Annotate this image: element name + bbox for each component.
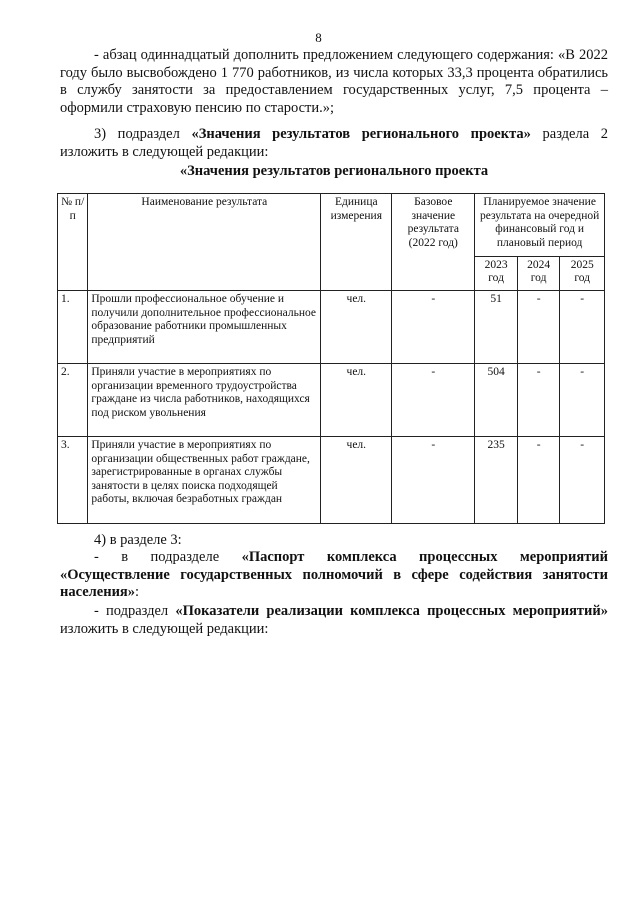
para4-suffix: : (135, 584, 140, 600)
row-name: Приняли участие в мероприятиях по организации временного трудоустройства граждане из числа работников, находящихся под риском увольнения (88, 364, 321, 437)
row-2023: 504 (475, 364, 518, 437)
para2-prefix: 3) подраздел (94, 126, 192, 142)
para4-bold: «Паспорт комплекса процессных мероприятий «Осуществление государственных полномочий в сфере содействия занятости населения» (60, 549, 608, 600)
row-num: 3. (58, 437, 88, 524)
row-unit: чел. (321, 291, 392, 364)
page-number: 8 (315, 30, 322, 45)
para2-bold: «Значения результатов регионального проекта» (191, 126, 531, 142)
row-unit: чел. (321, 364, 392, 437)
para5-bold: «Показатели реализации комплекса процессных мероприятий» (175, 603, 608, 619)
header-num: № п/п (58, 194, 88, 291)
row-2025: - (560, 291, 605, 364)
table-row (58, 364, 605, 437)
header-base: Базовое значение результата (2022 год) (392, 194, 475, 291)
row-name: Прошли профессиональное обучение и получили дополнительное профессиональное образование работники промышленных предприятий (88, 291, 321, 364)
header-unit: Единица измерения (321, 194, 392, 291)
table-row (58, 437, 605, 524)
header-year-2024: 2024 год (517, 256, 560, 290)
header-year-2023: 2023 год (475, 256, 518, 290)
row-2024: - (517, 291, 560, 364)
row-2024: - (517, 364, 560, 437)
paragraph-amendment-11: - абзац одиннадцатый дополнить предложением следующего содержания: «В 2022 году было высвобождено 1 770 работников, из числа которых 33,3 процента обратились в службу занятости за предоставлением государственных услуг, 7,5 процента – оформили страховую пенсию по старости.»; (60, 47, 608, 116)
row-2025: - (560, 437, 605, 524)
paragraph-section-3: 4) в разделе 3: (94, 532, 182, 548)
para2-suffix: раздела 2 изложить в следующей редакции: (60, 126, 608, 160)
header-year-2025: 2025 год (560, 256, 605, 290)
table-title: «Значения результатов регионального проекта (179, 163, 489, 179)
row-name: Приняли участие в мероприятиях по организации общественных работ граждане, зарегистрированные в органах службы занятости в целях поиска подходящей работы, включая безработных граждан (88, 437, 321, 524)
results-table (57, 193, 605, 524)
paragraph-passport (60, 549, 608, 602)
para5-prefix: - подраздел (94, 603, 176, 619)
table-row (58, 291, 605, 364)
row-num: 2. (58, 364, 88, 437)
row-unit: чел. (321, 437, 392, 524)
row-2025: - (560, 364, 605, 437)
row-num: 1. (58, 291, 88, 364)
paragraph-indicators (60, 603, 608, 638)
row-base: - (392, 437, 475, 524)
header-planned: Планируемое значение результата на очередной финансовый год и плановый период (475, 194, 605, 257)
paragraph-subsection-3 (60, 126, 608, 161)
row-2024: - (517, 437, 560, 524)
para4-prefix: - в подразделе (94, 549, 242, 565)
row-base: - (392, 291, 475, 364)
row-2023: 51 (475, 291, 518, 364)
row-2023: 235 (475, 437, 518, 524)
header-name: Наименование результата (88, 194, 321, 291)
row-base: - (392, 364, 475, 437)
para5-suffix: изложить в следующей редакции: (60, 620, 269, 637)
